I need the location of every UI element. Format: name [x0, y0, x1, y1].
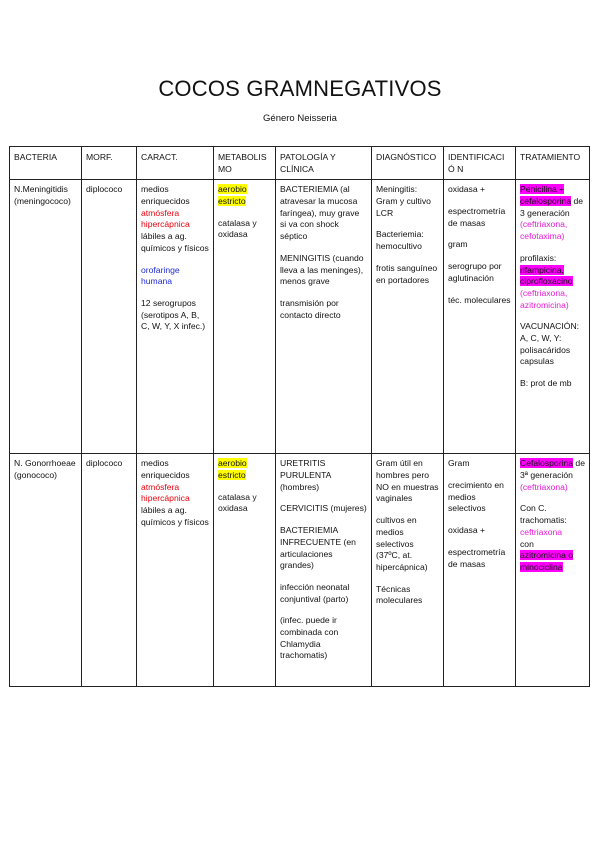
cell-caract	[137, 454, 214, 687]
header-tratamiento: TRATAMIENTO	[516, 147, 590, 180]
cell-diagnostico	[372, 454, 444, 687]
cell-bacteria: N. Gonorrhoeae (gonococo)	[10, 454, 82, 687]
patologia-item: infección neonatal conjuntival (parto)	[280, 581, 350, 604]
tratamiento-cefalosporina: Cefalosporina	[520, 458, 574, 469]
tratamiento-cefalosporinas: (ceftriaxona, cefotaxima)	[520, 219, 568, 242]
diagnostico-item: Meningitis: Gram y cultivo LCR	[376, 184, 431, 218]
page-title: COCOS GRAMNEGATIVOS	[158, 76, 442, 101]
cell-tratamiento	[516, 180, 590, 454]
identificacion-item: téc. moleculares	[448, 294, 511, 305]
cell-identificacion	[444, 454, 516, 687]
caract-atmosfera: atmósfera hipercápnica	[141, 481, 190, 504]
neisseria-table	[9, 146, 590, 687]
tratamiento-rifampicina: rifampicina, ciprofloxacino	[520, 264, 573, 287]
header-caract: CARACT.	[137, 147, 214, 180]
header-patologia: PATOLOGÍA Y CLÍNICA	[276, 147, 372, 180]
header-bacteria: BACTERIA	[10, 147, 82, 180]
tratamiento-con: con	[520, 538, 534, 549]
header-identificacion: IDENTIFICACIÓ N	[444, 147, 516, 180]
cell-bacteria: N.Meningitidis (meningococo)	[10, 180, 82, 454]
patologia-item: MENINGITIS (cuando lleva a las meninges), menos grave	[280, 252, 364, 287]
cell-patologia	[276, 180, 372, 454]
diagnostico-item: cultivos en medios selectivos (37ºC, at. hipercápnica)	[376, 515, 428, 572]
caract-labiles: lábiles a ag. químicos y físicos	[141, 231, 209, 253]
tratamiento-profilaxis: profilaxis:	[520, 252, 557, 263]
patologia-item: BACTERIEMIA (al atravesar la mucosa faríngea), muy grave si va con shock séptico	[280, 184, 360, 242]
identificacion-item: crecimiento en medios selectivos	[448, 480, 504, 514]
cell-caract	[137, 180, 214, 454]
cell-metabolismo	[214, 180, 276, 454]
caract-orofaringe: orofaringe humana	[141, 264, 180, 287]
caract-atmosfera: atmósfera hipercápnica	[141, 207, 190, 230]
page-subtitle: Género Neisseria	[263, 113, 337, 124]
patologia-item: BACTERIEMIA INFRECUENTE (en articulaciones grandes)	[280, 525, 356, 571]
tratamiento-ceftriaxona-2: ceftriaxona	[520, 526, 563, 537]
diagnostico-item: Gram útil en hombres pero NO en muestras vaginales	[376, 458, 439, 504]
cell-metabolismo	[214, 454, 276, 687]
tratamiento-con-chlamydia: Con C. trachomatis:	[520, 503, 567, 526]
header-morf: MORF.	[82, 147, 137, 180]
header-diagnostico: DIAGNÓSTICO	[372, 147, 444, 180]
identificacion-item: espectrometría de masas	[448, 546, 506, 569]
identificacion-item: espectrometría de masas	[448, 206, 506, 228]
tratamiento-vacunacion: VACUNACIÓN: A, C, W, Y: polisacáridos capsulas	[520, 321, 580, 367]
tratamiento-penicilina: Penicilina + cefalosporina	[520, 184, 572, 207]
metabolismo-aerobio: aerobio estricto	[218, 458, 247, 481]
diagnostico-item: Técnicas moleculares	[376, 583, 423, 606]
metabolismo-catalasa: catalasa y oxidasa	[218, 491, 257, 514]
metabolismo-catalasa: catalasa y oxidasa	[218, 217, 257, 240]
cell-morf: diplococo	[82, 454, 137, 687]
caract-medios: medios enriquecidos	[141, 458, 190, 481]
patologia-item: CERVICITIS (mujeres)	[280, 503, 367, 514]
table-row	[10, 454, 590, 687]
table-row	[10, 180, 590, 454]
caract-labiles: lábiles a ag. químicos y físicos	[141, 505, 209, 527]
cell-identificacion	[444, 180, 516, 454]
cell-patologia	[276, 454, 372, 687]
tratamiento-generacion: de 3 generación	[520, 196, 584, 218]
caract-serogrupos: 12 serogrupos (serotipos A, B, C, W, Y, X infec.)	[141, 297, 206, 332]
patologia-item: (infec. puede ir combinada con Chlamydia trachomatis)	[280, 615, 339, 661]
identificacion-item: Gram	[448, 458, 470, 469]
table-header-row	[10, 147, 590, 180]
cell-morf: diplococo	[82, 180, 137, 454]
tratamiento-azitromicina: azitromicina o minociclina	[520, 550, 574, 572]
identificacion-item: gram	[448, 239, 468, 250]
header-metabolismo: METABOLIS MO	[214, 147, 276, 180]
metabolismo-aerobio: aerobio estricto	[218, 184, 247, 207]
caract-medios: medios enriquecidos	[141, 184, 190, 207]
identificacion-item: oxidasa +	[448, 525, 486, 536]
cell-diagnostico	[372, 180, 444, 454]
tratamiento-generacion: de 3ª generación	[520, 458, 585, 481]
patologia-item: transmisión por contacto directo	[280, 297, 341, 320]
tratamiento-alternativas: (ceftriaxona, azitromicina)	[520, 287, 569, 310]
identificacion-item: serogrupo por aglutinación	[448, 261, 502, 283]
diagnostico-item: frotis sanguíneo en portadores	[376, 262, 438, 285]
patologia-item: URETRITIS PURULENTA (hombres)	[280, 458, 331, 492]
identificacion-item: oxidasa +	[448, 184, 486, 195]
cell-tratamiento	[516, 454, 590, 687]
tratamiento-ceftriaxona: (ceftriaxona)	[520, 481, 568, 492]
diagnostico-item: Bacteriemia: hemocultivo	[376, 229, 424, 252]
tratamiento-vacuna-b: B: prot de mb	[520, 378, 572, 388]
